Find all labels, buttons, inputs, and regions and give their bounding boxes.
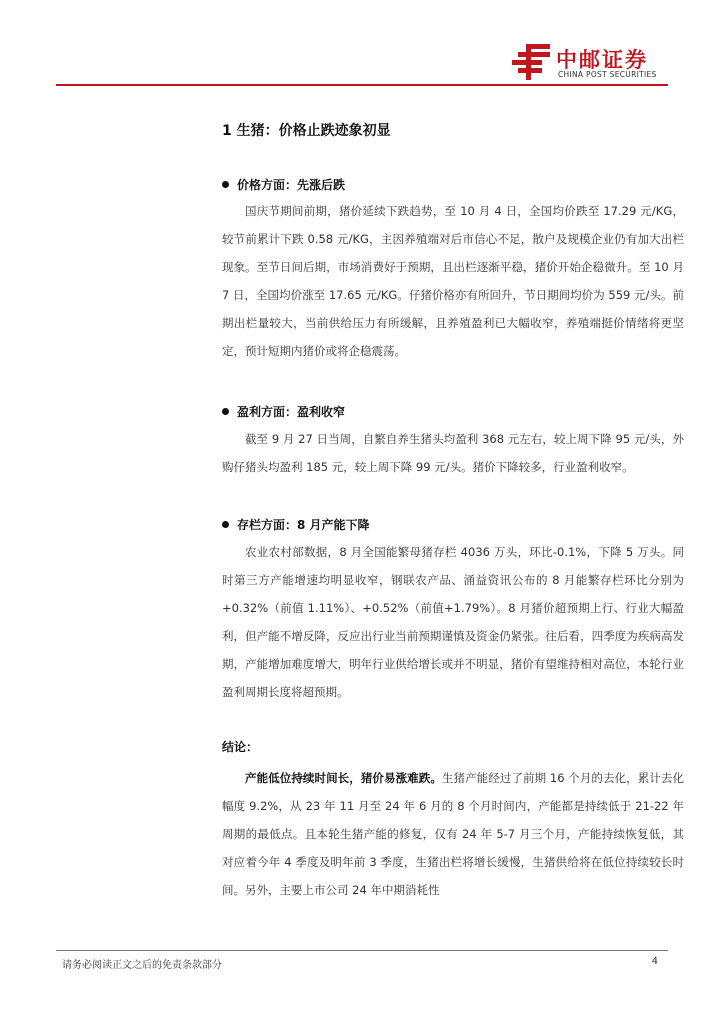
bullet-heading-text: 存栏方面：8 月产能下降 xyxy=(237,518,370,532)
bullet-heading-inventory xyxy=(222,516,370,533)
paragraph-conclusion xyxy=(222,764,684,904)
conclusion-label: 结论： xyxy=(222,740,259,754)
page-number: 4 xyxy=(651,956,658,967)
conclusion-lead: 产能低位持续时间长，猪价易涨难跌。 xyxy=(245,771,442,785)
bullet-dot-icon xyxy=(222,181,229,188)
bullet-heading-text: 价格方面：先涨后跌 xyxy=(237,178,346,192)
conclusion-text: 生猪产能经过了前期 16 个月的去化，累计去化幅度 9.2%，从 23 年 11 月至 24 年 6 月的 8 个月时间内，产能都是持续低于 21-22 年周期的最低点。且本轮生猪产能的修复，仅有 24 年 5-7 月三个月，产能持续恢复低，其对应着今年 4 季度及明年前 3 季度，生猪出栏将增长缓慢，生猪供给将在低位持续较长时间。另外，主要上市公司 24 年中期消耗性 xyxy=(222,771,684,897)
footer-divider xyxy=(56,950,668,951)
header-divider xyxy=(56,84,668,86)
company-logo xyxy=(512,44,662,80)
bullet-heading-text: 盈利方面：盈利收窄 xyxy=(237,405,346,419)
china-post-logo-icon xyxy=(512,44,552,80)
logo-english-name: CHINA POST SECURITIES xyxy=(558,70,657,79)
bullet-heading-price xyxy=(222,176,345,193)
paragraph-profit: 截至 9 月 27 日当周，自繁自养生猪头均盈利 368 元左右，较上周下降 95 元/头，外购仔猪头均盈利 185 元，较上周下降 99 元/头。猪价下降较多，行业盈利收窄。 xyxy=(222,432,684,474)
bullet-heading-profit xyxy=(222,403,345,420)
section-title: 1 生猪：价格止跌迹象初显 xyxy=(222,123,391,139)
bullet-dot-icon xyxy=(222,408,229,415)
bullet-dot-icon xyxy=(222,521,229,528)
paragraph-price: 国庆节期间前期，猪价延续下跌趋势，至 10 月 4 日，全国均价跌至 17.29 元/KG，较节前累计下跌 0.58 元/KG，主因养殖端对后市信心不足，散户及规模企业仍有加大出栏现象。至节日间后期，市场消费好于预期，且出栏逐渐平稳，猪价开始企稳微升。至 10 月 7 日，全国均价涨至 17.65 元/KG。仔猪价格亦有所回升，节日期间均价为 559 元/头。前期出栏量较大，当前供给压力有所缓解，且养殖盈利已大幅收窄，养殖端挺价情绪将更坚定，预计短期内猪价或将企稳震荡。 xyxy=(222,204,684,358)
logo-chinese-name: 中邮证券 xyxy=(556,48,648,72)
paragraph-inventory: 农业农村部数据，8 月全国能繁母猪存栏 4036 万头，环比-0.1%，下降 5 万头。同时第三方产能增速均明显收窄，钢联农产品、涌益资讯公布的 8 月能繁存栏环比分别为+0.32%（前值 1.11%）、+0.52%（前值+1.79%）。8 月猪价超预期上行、行业大幅盈利，但产能不增反降，反应出行业当前预期谨慎及资金仍紧张。往后看，四季度为疾病高发期，产能增加难度增大，明年行业供给增长或并不明显，猪价有望维持相对高位，本轮行业盈利周期长度将超预期。 xyxy=(222,545,684,699)
footer-disclaimer: 请务必阅读正文之后的免责条款部分 xyxy=(62,960,222,971)
